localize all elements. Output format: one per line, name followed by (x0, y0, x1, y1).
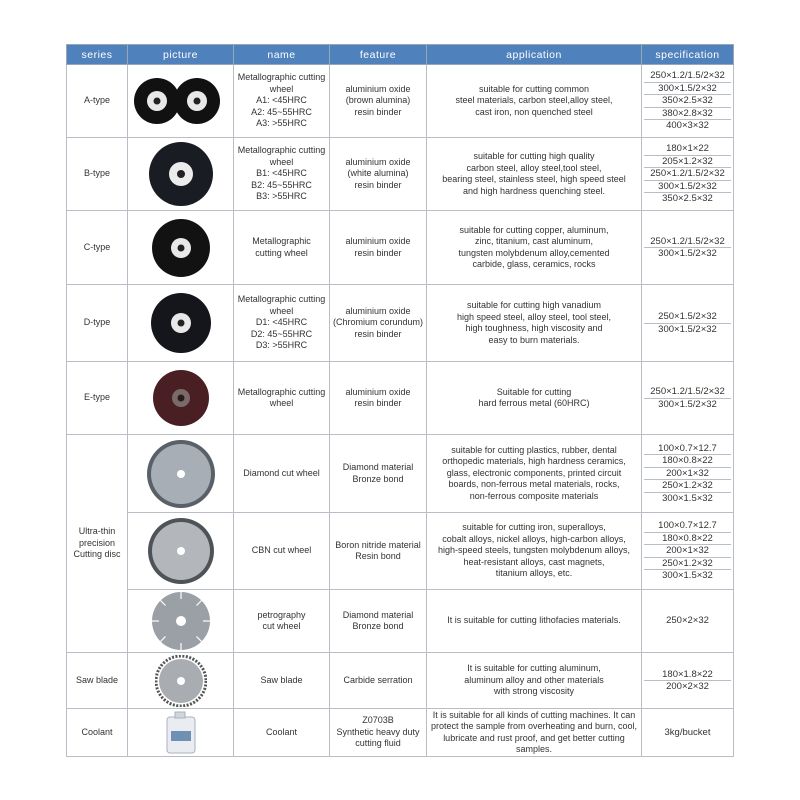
product-spec-table (66, 44, 734, 757)
table-row (67, 65, 734, 138)
picture-cell (128, 362, 234, 435)
feature-cell: Diamond material Bronze bond (330, 435, 427, 513)
table-row (67, 211, 734, 285)
specification-cell (642, 590, 734, 653)
application-cell: suitable for cutting high quality carbon steel, alloy steel,tool steel, bearing steel, stainless steel, high speed steel and high hardness quenching steel. (427, 138, 642, 211)
table-row (67, 653, 734, 709)
series-cell: Ultra-thin precision Cutting disc (67, 435, 128, 653)
spec-item: 400×3×32 (666, 120, 709, 132)
cutting-wheel-image (148, 141, 214, 207)
saw-blade-image (155, 655, 207, 707)
spec-item: 300×1.5/2×32 (644, 181, 731, 194)
cbn-wheel-image (147, 517, 215, 585)
spec-item: 300×1.5/2×32 (658, 398, 717, 410)
feature-cell: aluminium oxide (brown alumina) resin binder (330, 65, 427, 138)
series-cell: A-type (67, 65, 128, 138)
spec-item: 200×1×32 (644, 468, 731, 481)
spec-item: 350×2.5×32 (644, 95, 731, 108)
picture-cell (128, 653, 234, 709)
spec-item: 250×1.2/1.5/2×32 (644, 168, 731, 181)
spec-item: 250×1.2×32 (644, 558, 731, 571)
spec-item: 250×1.5/2×32 (644, 311, 731, 324)
header-series: series (67, 45, 128, 65)
specification-cell (642, 211, 734, 285)
header-picture: picture (128, 45, 234, 65)
cutting-wheel-pair-image (133, 74, 229, 128)
spec-item: 205×1.2×32 (644, 156, 731, 169)
application-cell: It is suitable for cutting aluminum, aluminum alloy and other materials with strong viscosity (427, 653, 642, 709)
spec-item: 350×2.5×32 (662, 193, 713, 205)
spec-item: 250×2×32 (666, 615, 709, 627)
diamond-wheel-image (146, 439, 216, 509)
picture-cell (128, 590, 234, 653)
spec-item: 250×1.2/1.5/2×32 (644, 70, 731, 83)
application-cell: It is suitable for all kinds of cutting machines. It can protect the sample from overheating and burn, cool, lubricate and rust proof, and get better cutting samples. (427, 709, 642, 757)
application-cell: suitable for cutting high vanadium high speed steel, alloy steel, tool steel, high toughness, high viscosity and easy to burn materials. (427, 285, 642, 362)
table-row (67, 138, 734, 211)
specification-cell (642, 513, 734, 590)
header-row (67, 45, 734, 65)
spec-item: 180×1.8×22 (644, 669, 731, 682)
spec-item: 180×0.8×22 (644, 533, 731, 546)
name-cell: CBN cut wheel (234, 513, 330, 590)
application-cell: suitable for cutting copper, aluminum, zinc, titanium, cast aluminum, tungsten molybdenum alloy,cemented carbide, glass, ceramics, rocks (427, 211, 642, 285)
specification-cell (642, 138, 734, 211)
series-cell: B-type (67, 138, 128, 211)
table-row (67, 709, 734, 757)
spec-item: 300×1.5/2×32 (658, 323, 717, 335)
header-name: name (234, 45, 330, 65)
picture-cell (128, 513, 234, 590)
picture-cell (128, 709, 234, 757)
picture-cell (128, 285, 234, 362)
name-cell: Saw blade (234, 653, 330, 709)
picture-cell (128, 65, 234, 138)
specification-cell (642, 65, 734, 138)
picture-cell (128, 211, 234, 285)
specification-cell (642, 285, 734, 362)
spec-item: 180×0.8×22 (644, 455, 731, 468)
spec-item: 250×1.2×32 (644, 480, 731, 493)
name-cell: Coolant (234, 709, 330, 757)
name-cell: Metallographic cutting wheel D1: <45HRC D2: 45~55HRC D3: >55HRC (234, 285, 330, 362)
spec-item: 300×1.5×32 (662, 570, 713, 582)
spec-item: 300×1.5/2×32 (644, 83, 731, 96)
table-row (67, 285, 734, 362)
application-cell: It is suitable for cutting lithofacies materials. (427, 590, 642, 653)
feature-cell: Boron nitride material Resin bond (330, 513, 427, 590)
specification-cell (642, 435, 734, 513)
table-row (67, 362, 734, 435)
specification-cell (642, 709, 734, 757)
spec-item: 200×2×32 (666, 681, 709, 692)
name-cell: Metallographic cutting wheel A1: <45HRC A2: 45~55HRC A3: >55HRC (234, 65, 330, 138)
spec-item: 200×1×32 (644, 545, 731, 558)
spec-item: 100×0.7×12.7 (644, 520, 731, 533)
series-cell: C-type (67, 211, 128, 285)
feature-cell: aluminium oxide resin binder (330, 211, 427, 285)
specification-cell (642, 653, 734, 709)
picture-cell (128, 435, 234, 513)
feature-cell: aluminium oxide (white alumina) resin binder (330, 138, 427, 211)
table-row (67, 513, 734, 590)
spec-item: 180×1×22 (644, 143, 731, 156)
cutting-wheel-image (151, 218, 211, 278)
cutting-wheel-image (152, 369, 210, 427)
series-cell: Saw blade (67, 653, 128, 709)
series-cell: E-type (67, 362, 128, 435)
feature-cell: aluminium oxide resin binder (330, 362, 427, 435)
feature-cell: Carbide serration (330, 653, 427, 709)
picture-cell (128, 138, 234, 211)
segmented-blade-image (151, 591, 211, 651)
header-feature: feature (330, 45, 427, 65)
cutting-wheel-image (150, 292, 212, 354)
name-cell: Metallographic cutting wheel B1: <45HRC B2: 45~55HRC B3: >55HRC (234, 138, 330, 211)
spec-item: 300×1.5/2×32 (658, 248, 717, 259)
application-cell: Suitable for cutting hard ferrous metal (60HRC) (427, 362, 642, 435)
application-cell: suitable for cutting iron, superalloys, cobalt alloys, nickel alloys, high-carbon alloys, high-speed steels, tungsten molybdenum alloys, heat-resistant alloys, cast magnets, titanium alloys, etc. (427, 513, 642, 590)
header-specification: specification (642, 45, 734, 65)
feature-cell: Diamond material Bronze bond (330, 590, 427, 653)
application-cell: suitable for cutting common steel materials, carbon steel,alloy steel, cast iron, non quenched steel (427, 65, 642, 138)
specification-cell (642, 362, 734, 435)
table-row (67, 590, 734, 653)
spec-item: 100×0.7×12.7 (644, 443, 731, 456)
name-cell: Diamond cut wheel (234, 435, 330, 513)
name-cell: petrography cut wheel (234, 590, 330, 653)
spec-item: 250×1.2/1.5/2×32 (644, 386, 731, 399)
series-cell: Coolant (67, 709, 128, 757)
spec-item: 300×1.5×32 (662, 492, 713, 504)
spec-item: 380×2.8×32 (644, 108, 731, 121)
feature-cell: aluminium oxide (Chromium corundum) resin binder (330, 285, 427, 362)
series-cell: D-type (67, 285, 128, 362)
coolant-bucket-image (161, 711, 201, 755)
feature-cell: Z0703B Synthetic heavy duty cutting fluid (330, 709, 427, 757)
table-row (67, 435, 734, 513)
name-cell: Metallographic cutting wheel (234, 362, 330, 435)
spec-item: 3kg/bucket (664, 726, 711, 738)
header-application: application (427, 45, 642, 65)
application-cell: suitable for cutting plastics, rubber, dental orthopedic materials, high hardness ceramics, glass, electronic components, printed circuit boards, non-ferrous metal materials, rocks, non-ferrous composite materials (427, 435, 642, 513)
name-cell: Metallographic cutting wheel (234, 211, 330, 285)
spec-item: 250×1.2/1.5/2×32 (644, 236, 731, 249)
